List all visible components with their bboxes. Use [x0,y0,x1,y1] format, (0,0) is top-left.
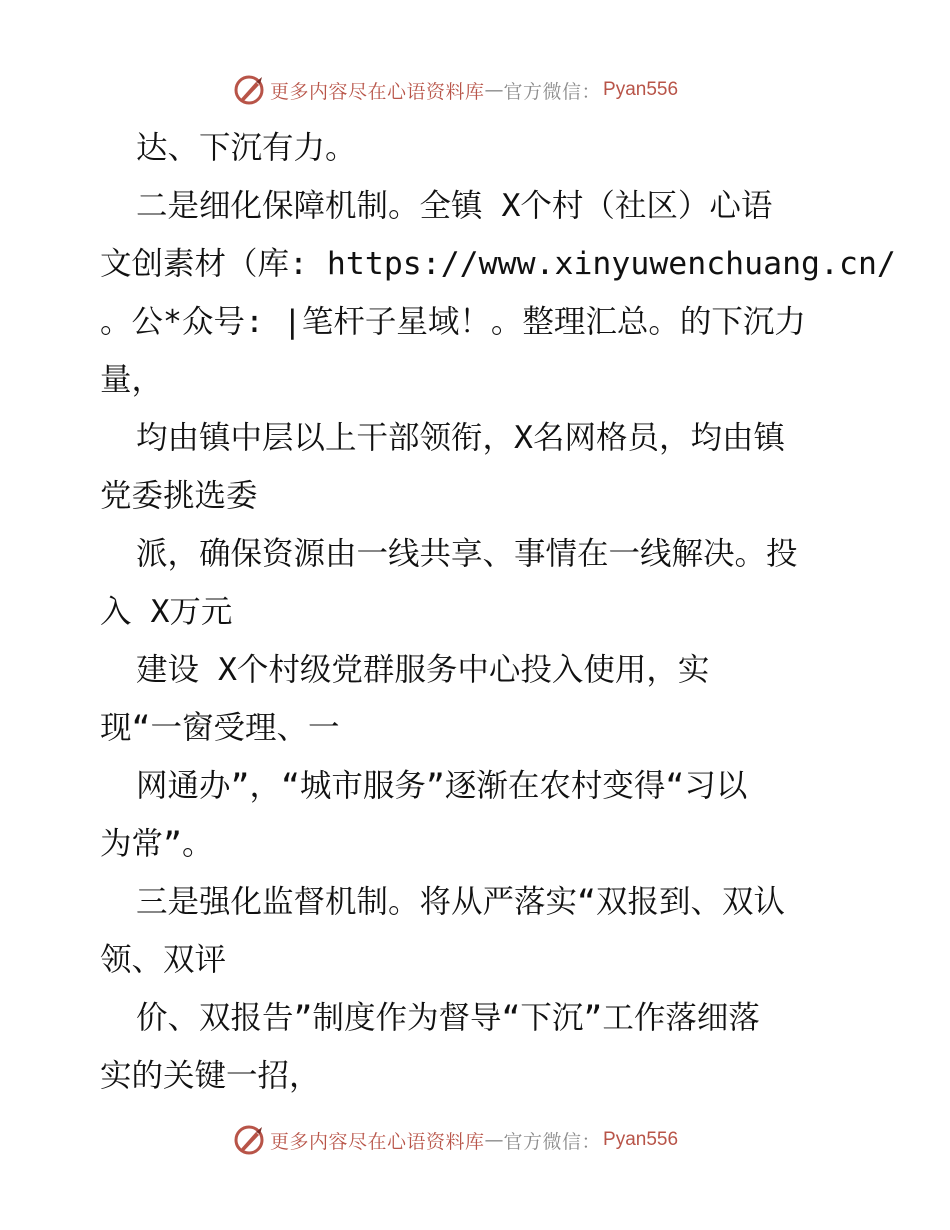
banner-text: 更多内容尽在心语资料库 [270,80,485,103]
text-line: 二是细化保障机制。全镇 X个村（社区）心语 [136,188,773,224]
banner-wechat-id: Pyan556 [603,79,679,100]
text-line: 派，确保资源由一线共享、事情在一线解决。投 [136,536,798,572]
text-line: 。公*众号: |笔杆子星域！。整理汇总。的下沉力 [100,304,806,340]
text-line: 三是强化监督机制。将从严落实“双报到、双认 [136,884,785,920]
banner-wechat-label: 官方微信： [503,1130,602,1153]
text-line: 建设 X个村级党群服务中心投入使用，实 [136,652,710,688]
text-line: 实的关键一招， [100,1058,321,1094]
banner-text: 更多内容尽在心语资料库 [270,1130,485,1153]
footer-banner[interactable] [232,1120,678,1160]
text-line: 文创素材（库: https://www.xinyuwenchuang.cn/ [100,246,896,282]
quill-pen-logo-icon [232,1123,266,1157]
text-line: 入 X万元 [100,594,233,630]
text-line: 均由镇中层以上干部领衔，X名网格员，均由镇 [136,420,785,456]
banner-separator: — [484,1129,504,1151]
header-banner[interactable] [232,70,678,110]
text-line: 党委挑选委 [100,478,258,514]
text-line: 网通办”，“城市服务”逐渐在农村变得“习以 [136,768,748,804]
text-line: 领、双评 [100,942,227,978]
text-line: 为常”。 [100,826,214,862]
banner-wechat-label: 官方微信： [503,80,602,103]
text-line: 现“一窗受理、一 [100,710,340,746]
text-line: 价、双报告”制度作为督导“下沉”工作落细落 [136,1000,760,1036]
text-line: 量， [100,362,164,398]
banner-wechat-id: Pyan556 [603,1129,679,1150]
text-line: 达、下沉有力。 [136,130,357,166]
quill-pen-logo-icon [232,73,266,107]
banner-separator: — [484,79,504,101]
